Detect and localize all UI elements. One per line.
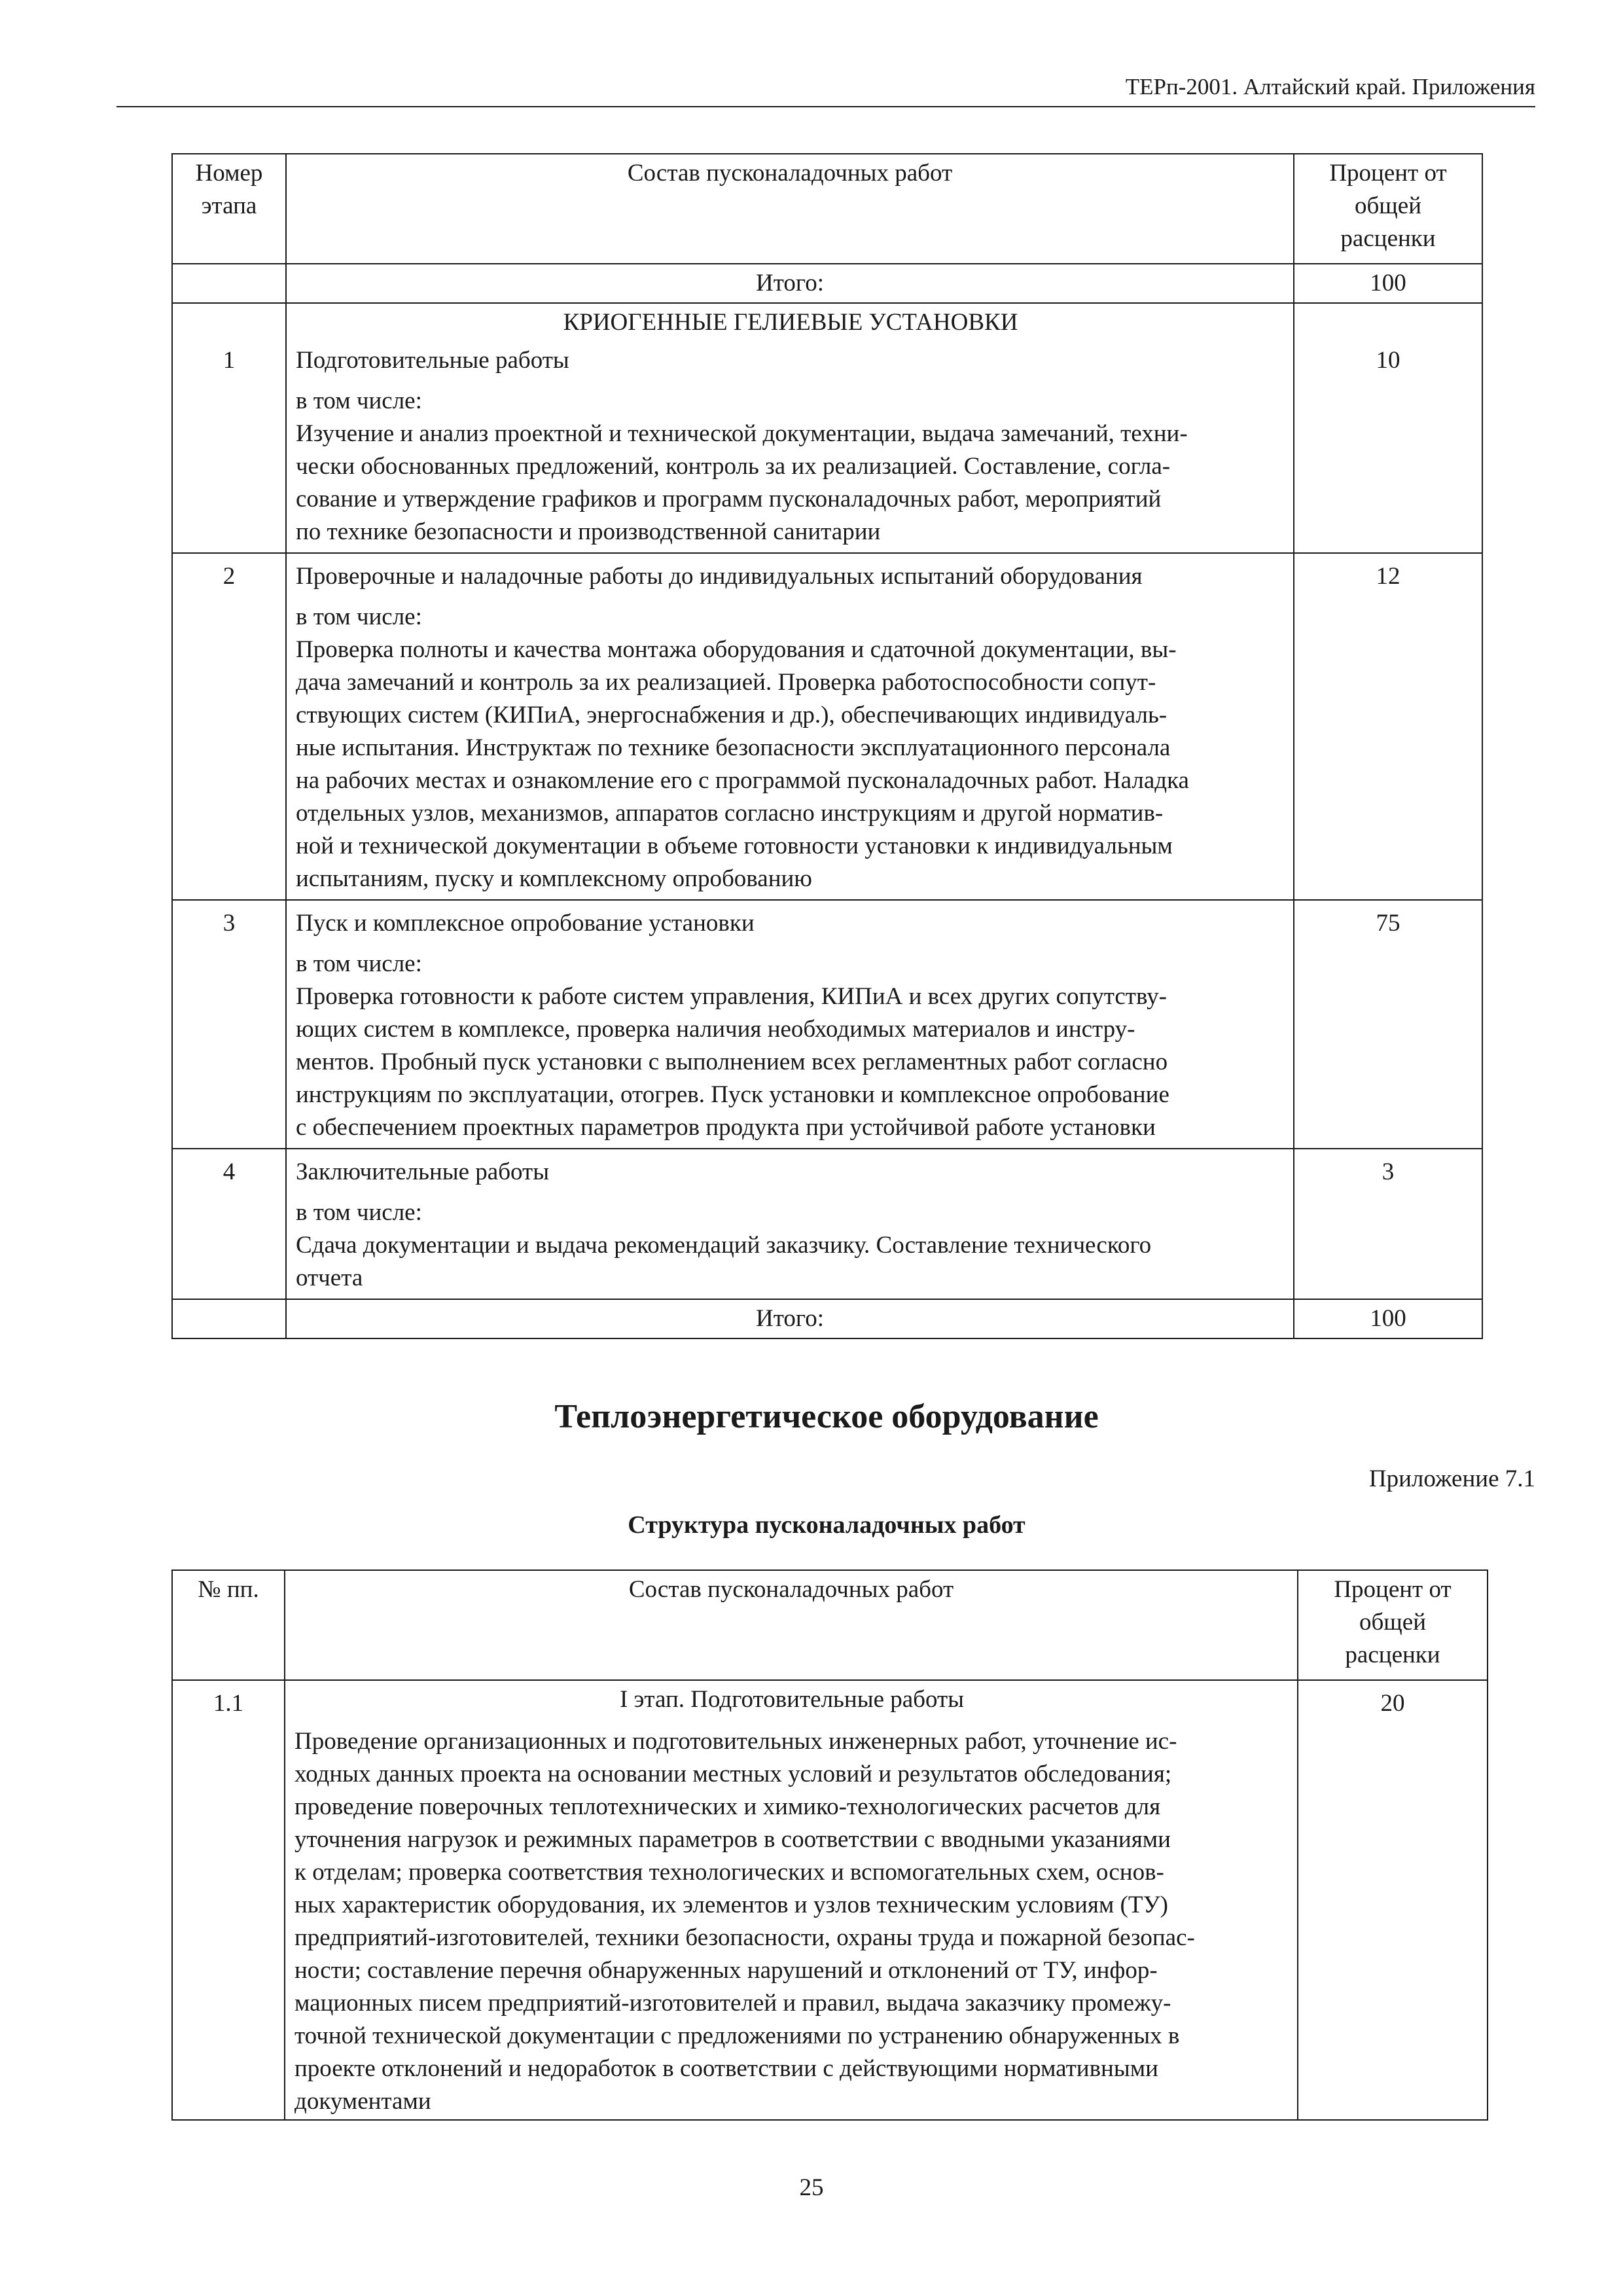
section-heading: КРИОГЕННЫЕ ГЕЛИЕВЫЕ УСТАНОВКИ: [563, 309, 1018, 336]
total-row: [172, 1299, 1482, 1338]
stage-description: [286, 900, 1294, 1149]
header-work-composition: Состав пусконаладочных работ: [286, 154, 1294, 264]
including-label: в том числе:: [296, 603, 422, 630]
item-description: [285, 1680, 1298, 2120]
stage-details: Сдача документации и выдача рекомендаций заказчику. Составление технического отчета: [296, 1232, 1152, 1291]
header-item-number: № пп.: [172, 1570, 285, 1680]
header-stage-number: Номер этапа: [172, 154, 286, 264]
stage-number: 3: [172, 900, 286, 1149]
table-row: [172, 553, 1482, 900]
table-row: [172, 1680, 1488, 2120]
stage-details: Проверка полноты и качества монтажа оборудования и сдаточной документации, вы- дача замечаний и контроль за их реализацией. Проверка работоспособности сопут- ствующих систем (КИПиА, энергоснабжения и др.), обеспечивающих индивидуаль- ные испытания. Инструктаж по технике безопасности эксплуатационного персонала на рабочих местах и ознакомление его с программой пусконаладочных работ. Наладка отдельных узлов, механизмов, аппаратов согласно инструкциям и другой норматив- ной и технической документации в объеме готовности установки к индивидуальным испытаниям, пуску и комплексному опробованию: [296, 636, 1189, 892]
total-value: 100: [1294, 264, 1482, 303]
section-title: Теплоэнергетическое оборудование: [554, 1398, 1099, 1435]
total-label: Итого:: [286, 1299, 1294, 1338]
item-details: Проведение организационных и подготовительных инженерных работ, уточнение ис- ходных данных проекта на основании местных условий и результатов обследования; проведение поверочных теплотехнических и химико-технологических расчетов для уточнения нагрузок и режимных параметров в соответствии с вводными указаниями к отделам; проверка соответствия технологических и вспомогательных схем, основ- ных характеристик оборудования, их элементов и узлов техническим условиям (ТУ) предприятий-изготовителей, техники безопасности, охраны труда и пожарной безопас- ности; составление перечня обнаруженных нарушений и отклонений от ТУ, инфор- мационных писем предприятий-изготовителей и правил, выдача заказчику промежу- точной технической документации с предложениями по устранению обнаруженных в проекте отклонений и недоработок в соответствии с действующими нормативными документами: [294, 1728, 1195, 2115]
table-header-row: [172, 154, 1482, 264]
total-row: [172, 264, 1482, 303]
page-number: 25: [799, 2174, 824, 2201]
table-row: [172, 1149, 1482, 1299]
item-percent: 20: [1298, 1680, 1488, 2120]
stage-number: 1: [172, 303, 286, 553]
stage-percent: 10: [1294, 303, 1482, 553]
table-header-row: [172, 1570, 1488, 1680]
stage-title: Подготовительные работы: [296, 347, 569, 374]
stage-percent: 75: [1294, 900, 1482, 1149]
stage-number: 2: [172, 553, 286, 900]
total-label: Итого:: [286, 264, 1294, 303]
table-row: [172, 900, 1482, 1149]
stage-title: Пуск и комплексное опробование установки: [296, 910, 755, 937]
running-head: ТЕРп-2001. Алтайский край. Приложения: [1125, 74, 1535, 99]
stage-heading: I этап. Подготовительные работы: [619, 1686, 965, 1713]
structure-title: Структура пусконаладочных работ: [628, 1511, 1026, 1539]
including-label: в том числе:: [296, 950, 422, 977]
stage-percent: 12: [1294, 553, 1482, 900]
total-value: 100: [1294, 1299, 1482, 1338]
cryogenic-stages-table: [171, 153, 1483, 1339]
header-percent: Процент от общей расценки: [1298, 1570, 1488, 1680]
table-row: [172, 303, 1482, 553]
stage-number: 4: [172, 1149, 286, 1299]
including-label: в том числе:: [296, 387, 422, 414]
stage-details: Проверка готовности к работе систем управления, КИПиА и всех других сопутству- ющих систем в комплексе, проверка наличия необходимых материалов и инстру- ментов. Пробный пуск установки с выполнением всех регламентных работ согласно инструкциям по эксплуатации, отогрев. Пуск установки и комплексное опробование с обеспечением проектных параметров продукта при устойчивой работе установки: [296, 983, 1169, 1141]
including-label: в том числе:: [296, 1199, 422, 1226]
stage-percent: 3: [1294, 1149, 1482, 1299]
header-percent: Процент от общей расценки: [1294, 154, 1482, 264]
stage-description: [286, 303, 1294, 553]
stage-title: Заключительные работы: [296, 1158, 550, 1185]
stage-description: [286, 553, 1294, 900]
header-rule: [116, 106, 1535, 107]
stage-title: Проверочные и наладочные работы до индивидуальных испытаний оборудования: [296, 563, 1143, 590]
appendix-label: Приложение 7.1: [1368, 1465, 1535, 1492]
stage-description: [286, 1149, 1294, 1299]
item-number: 1.1: [172, 1680, 285, 2120]
header-work-composition: Состав пусконаладочных работ: [285, 1570, 1298, 1680]
stage-details: Изучение и анализ проектной и технической документации, выдача замечаний, техни- чески обоснованных предложений, контроль за их реализацией. Составление, согла- сование и утверждение графиков и программ пусконаладочных работ, мероприятий по технике безопасности и производственной санитарии: [296, 420, 1188, 545]
thermal-equipment-table: [171, 1570, 1488, 2121]
